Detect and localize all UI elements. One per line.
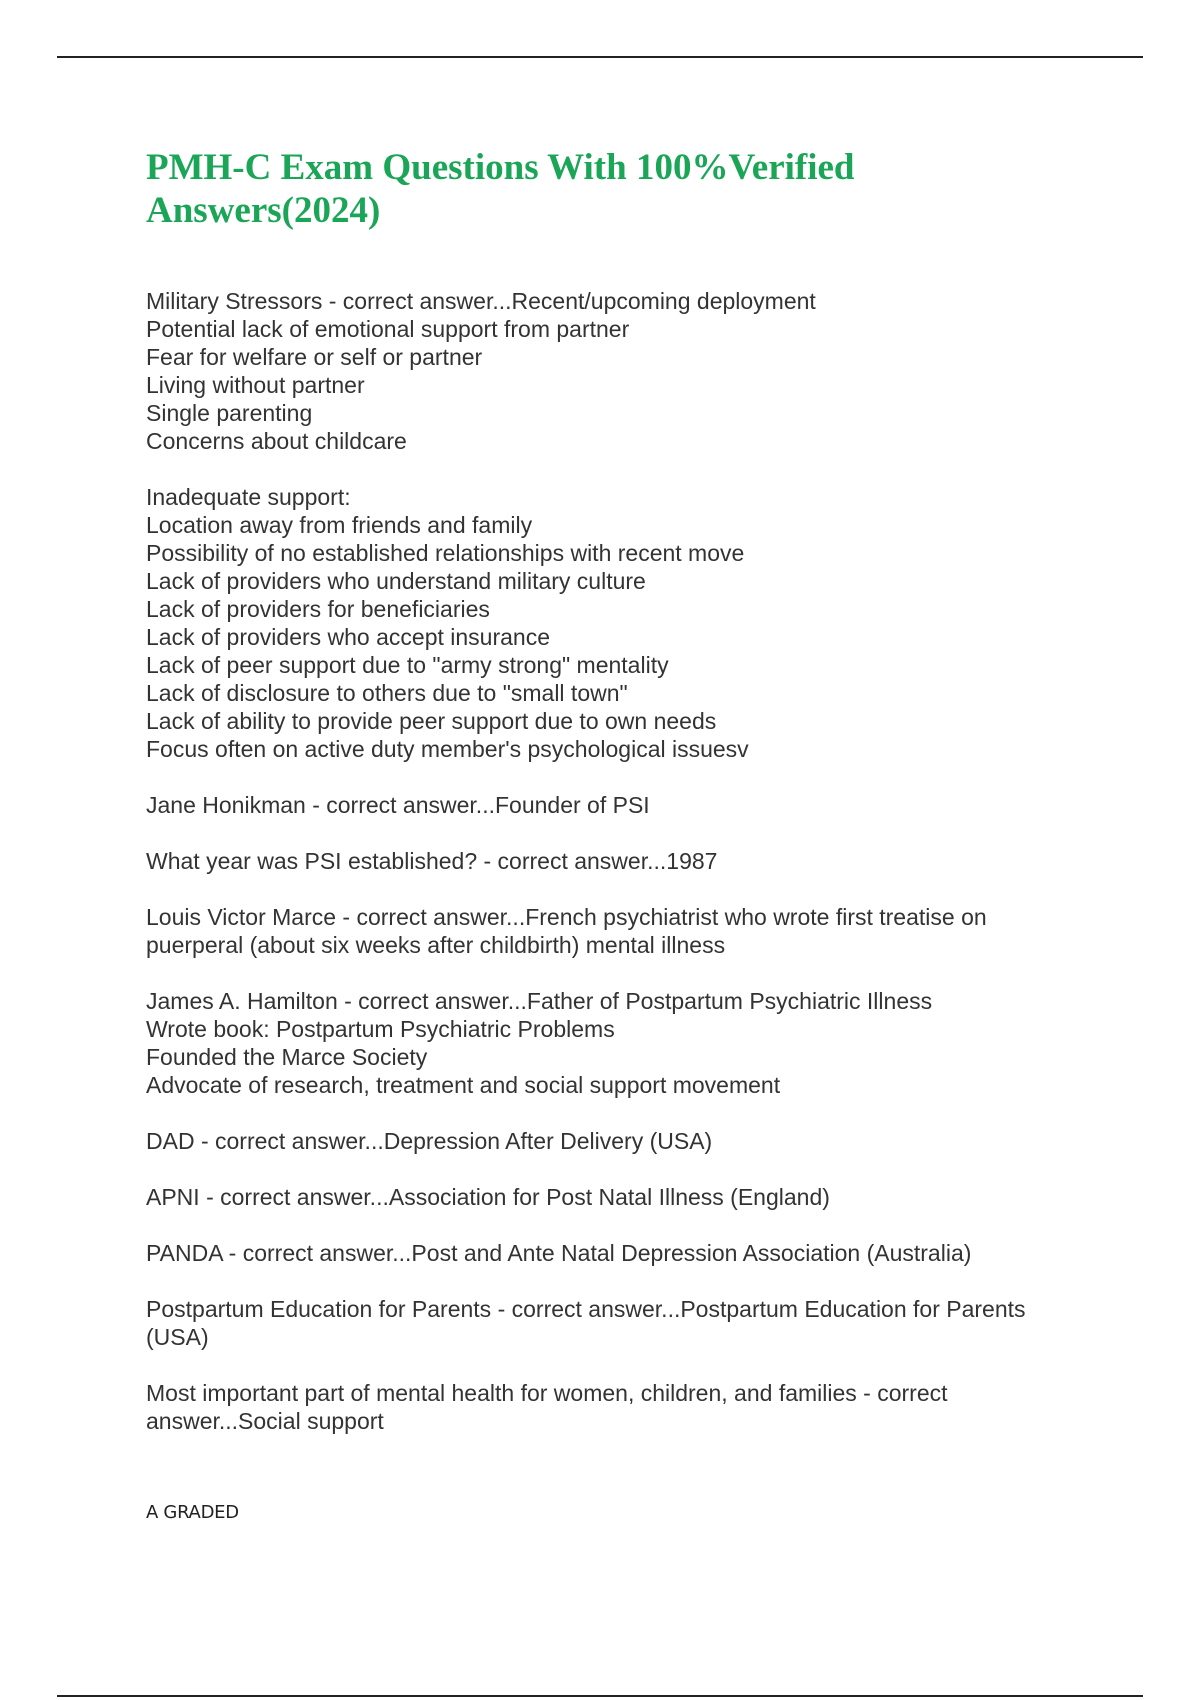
document-title-line-2: Answers(2024) bbox=[146, 190, 381, 231]
text-line: Lack of providers who understand military culture bbox=[146, 568, 646, 594]
bottom-rule bbox=[57, 1695, 1143, 1697]
text-line: Louis Victor Marce - correct answer...French psychiatrist who wrote first treatise on bbox=[146, 904, 987, 930]
text-line: DAD - correct answer...Depression After Delivery (USA) bbox=[146, 1128, 713, 1154]
top-rule bbox=[57, 56, 1143, 58]
text-line: Lack of providers who accept insurance bbox=[146, 624, 550, 650]
text-line: Inadequate support: bbox=[146, 484, 351, 510]
qa-block-apni bbox=[146, 1183, 1106, 1211]
qa-block-military-stressors bbox=[146, 287, 1106, 455]
text-line: Wrote book: Postpartum Psychiatric Problems bbox=[146, 1016, 615, 1042]
text-line: Fear for welfare or self or partner bbox=[146, 344, 483, 370]
text-line: PANDA - correct answer...Post and Ante Natal Depression Association (Australia) bbox=[146, 1240, 972, 1266]
text-line: (USA) bbox=[146, 1324, 209, 1350]
text-line: Living without partner bbox=[146, 372, 365, 398]
text-line: Jane Honikman - correct answer...Founder of PSI bbox=[146, 792, 650, 818]
qa-block-dad bbox=[146, 1127, 1106, 1155]
text-line: Military Stressors - correct answer...Recent/upcoming deployment bbox=[146, 288, 816, 314]
document-title bbox=[146, 146, 1106, 232]
qa-block-social-support bbox=[146, 1379, 1106, 1435]
qa-block-james-hamilton bbox=[146, 987, 1106, 1099]
text-line: Concerns about childcare bbox=[146, 428, 407, 454]
text-line: What year was PSI established? - correct answer...1987 bbox=[146, 848, 718, 874]
document-content bbox=[146, 146, 1106, 1463]
document-title-line-1: PMH-C Exam Questions With 100%Verified bbox=[146, 147, 855, 188]
text-line: Founded the Marce Society bbox=[146, 1044, 428, 1070]
text-line: Possibility of no established relationships with recent move bbox=[146, 540, 745, 566]
text-line: Postpartum Education for Parents - correct answer...Postpartum Education for Parents bbox=[146, 1296, 1026, 1322]
qa-block-postpartum-education bbox=[146, 1295, 1106, 1351]
text-line: Lack of ability to provide peer support due to own needs bbox=[146, 708, 717, 734]
footer-note: A GRADED bbox=[146, 1502, 239, 1523]
text-line: Advocate of research, treatment and social support movement bbox=[146, 1072, 781, 1098]
text-line: answer...Social support bbox=[146, 1408, 384, 1434]
qa-block-panda bbox=[146, 1239, 1106, 1267]
text-line: Lack of providers for beneficiaries bbox=[146, 596, 490, 622]
text-line: Lack of peer support due to "army strong" mentality bbox=[146, 652, 669, 678]
text-line: puerperal (about six weeks after childbirth) mental illness bbox=[146, 932, 726, 958]
text-line: Potential lack of emotional support from partner bbox=[146, 316, 630, 342]
text-line: James A. Hamilton - correct answer...Father of Postpartum Psychiatric Illness bbox=[146, 988, 933, 1014]
text-line: Location away from friends and family bbox=[146, 512, 533, 538]
qa-list bbox=[146, 287, 1106, 1435]
text-line: Single parenting bbox=[146, 400, 313, 426]
text-line: Most important part of mental health for women, children, and families - correct bbox=[146, 1380, 948, 1406]
qa-block-inadequate-support bbox=[146, 483, 1106, 763]
text-line: Focus often on active duty member's psychological issuesv bbox=[146, 736, 749, 762]
qa-block-louis-victor-marce bbox=[146, 903, 1106, 959]
text-line: APNI - correct answer...Association for Post Natal Illness (England) bbox=[146, 1184, 830, 1210]
qa-block-jane-honikman bbox=[146, 791, 1106, 819]
text-line: Lack of disclosure to others due to "small town" bbox=[146, 680, 628, 706]
qa-block-psi-year bbox=[146, 847, 1106, 875]
